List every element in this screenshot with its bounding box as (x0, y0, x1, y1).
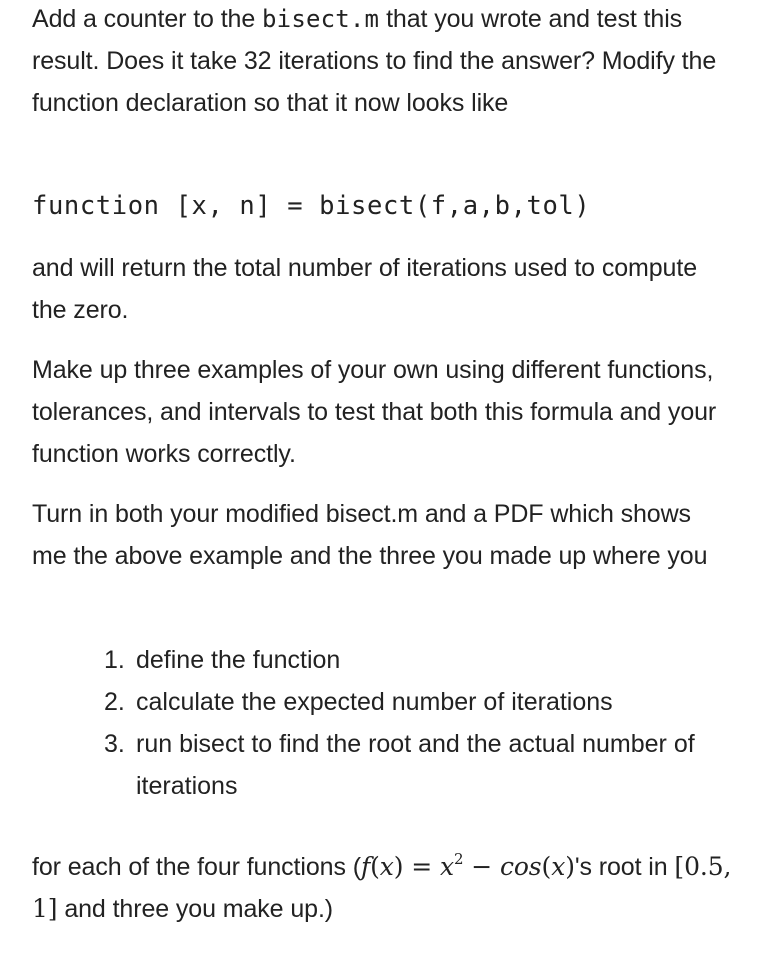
list-item (104, 681, 704, 723)
list-item-text: run bisect to find the root and the actual number of iterations (136, 730, 695, 800)
inline-code-bisect: bisect.m (262, 5, 380, 33)
math-minus: − (463, 852, 500, 881)
paragraph-turn-in: Turn in both your modified bisect.m and a PDF which shows me the above example and the three you made up where you (32, 500, 708, 570)
paragraph5-mid: 's root in (574, 853, 675, 881)
list-item-text: define the function (136, 646, 341, 674)
paragraph-return-iterations: and will return the total number of iterations used to compute the zero. (32, 254, 698, 324)
paragraph-make-examples: Make up three examples of your own using different functions, tolerances, and intervals to test that both this formula and your function works correctly. (32, 356, 717, 468)
list-item-number: 1. (104, 646, 125, 674)
math-expression: $f(x) = x^2 - \cos(x)$ (360, 850, 575, 881)
math-x: x (439, 852, 454, 881)
list-item (104, 723, 704, 807)
paragraph1-post: that you wrote and test this result. Does it take 32 iterations to find the answer? Modify the function declaration so that it now looks like (32, 5, 717, 117)
paragraph-counter-instructions (32, 0, 732, 124)
paragraph5-post: and three you make up.) (57, 895, 334, 923)
math-exponent: 2 (453, 850, 464, 868)
math-cos: cos (499, 852, 542, 881)
list-item-number: 2. (104, 688, 125, 716)
list-item (104, 639, 704, 681)
list-item-text: calculate the expected number of iterations (136, 688, 613, 716)
paragraph-four-functions (32, 846, 752, 930)
paragraph5-pre: for each of the four functions ( (32, 853, 361, 881)
math-x: x (551, 852, 566, 881)
math-interval: [0.5, 1] (32, 852, 732, 923)
paragraph1-pre: Add a counter to the (32, 5, 263, 33)
function-declaration-code: function [x, n] = bisect(f,a,b,tol) (32, 191, 591, 221)
list-item-number: 3. (104, 730, 125, 758)
math-f: f (360, 852, 371, 881)
math-x: x (379, 852, 394, 881)
steps-list (104, 639, 704, 807)
math-equals: = (403, 852, 440, 881)
